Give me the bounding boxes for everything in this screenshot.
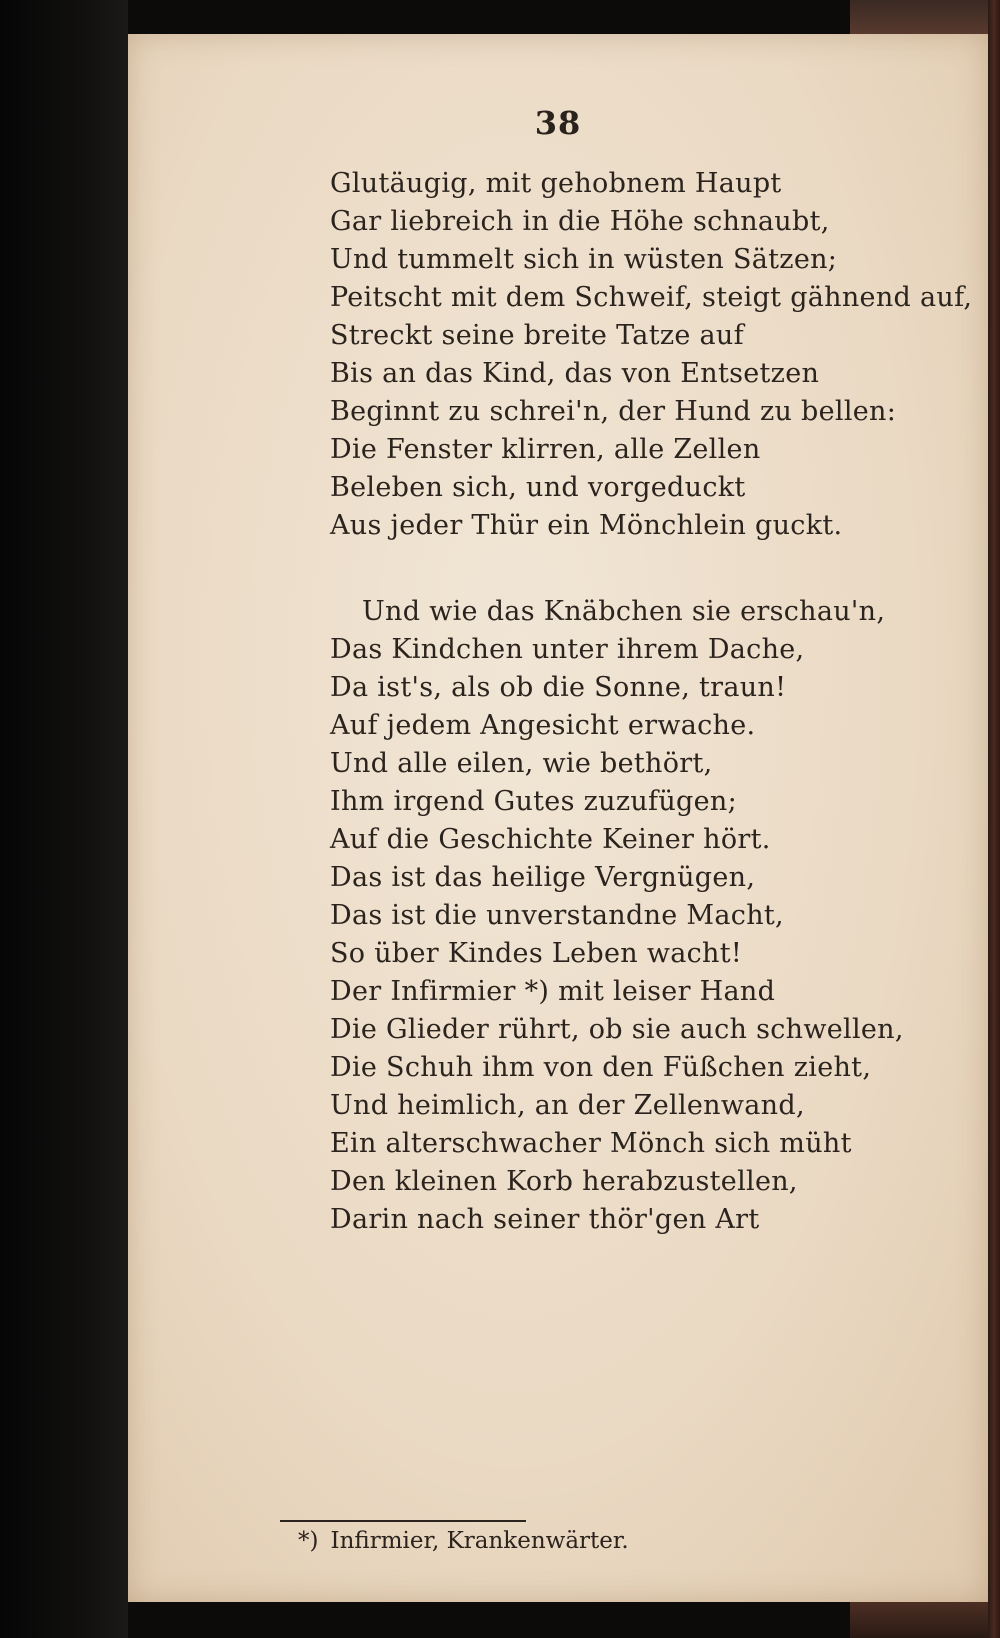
book-spine <box>988 0 1000 1638</box>
poem-line: Aus jeder Thür ein Mönchlein guckt. <box>330 510 843 541</box>
poem-line: Da ist's, als ob die Sonne, traun! <box>330 672 787 703</box>
poem-line: Und wie das Knäbchen sie erschau'n, <box>362 596 886 627</box>
poem-line: Die Glieder rührt, ob sie auch schwellen, <box>330 1014 904 1045</box>
poem-line: Ihm irgend Gutes zuzufügen; <box>330 786 737 817</box>
poem-line: Gar liebreich in die Höhe schnaubt, <box>330 206 830 237</box>
poem-line: Bis an das Kind, das von Entsetzen <box>330 358 820 389</box>
footnote-mark: *) <box>298 1528 319 1554</box>
poem-line: Die Schuh ihm von den Füßchen zieht, <box>330 1052 872 1083</box>
poem-line: Das Kindchen unter ihrem Dache, <box>330 634 805 665</box>
poem-line: Beleben sich, und vorgeduckt <box>330 472 746 503</box>
book-cover-bottom-edge <box>850 1600 1000 1638</box>
book-cover-top-edge <box>850 0 1000 36</box>
poem-line: Glutäugig, mit gehobnem Haupt <box>330 168 782 199</box>
poem-line: Beginnt zu schrei'n, der Hund zu bellen: <box>330 396 897 427</box>
poem-line: Der Infirmier *) mit leiser Hand <box>330 976 776 1007</box>
footnote-text: Infirmier, Krankenwärter. <box>330 1528 629 1554</box>
poem-line: So über Kindes Leben wacht! <box>330 938 743 969</box>
book-background-left <box>0 0 128 1638</box>
poem-line: Auf jedem Angesicht erwache. <box>330 710 756 741</box>
poem-line: Und heimlich, an der Zellenwand, <box>330 1090 805 1121</box>
poem-line: Und tummelt sich in wüsten Sätzen; <box>330 244 838 275</box>
poem-line: Ein alterschwacher Mönch sich müht <box>330 1128 852 1159</box>
poem-line: Das ist das heilige Vergnügen, <box>330 862 756 893</box>
poem-line: Das ist die unverstandne Macht, <box>330 900 784 931</box>
poem-line: Peitscht mit dem Schweif, steigt gähnend auf, <box>330 282 973 313</box>
poem-line: Streckt seine breite Tatze auf <box>330 320 744 351</box>
poem-line: Darin nach seiner thör'gen Art <box>330 1204 760 1235</box>
poem-line: Auf die Geschichte Keiner hört. <box>330 824 771 855</box>
poem-line: Die Fenster klirren, alle Zellen <box>330 434 761 465</box>
footnote-divider <box>280 1520 526 1522</box>
book-page <box>128 34 988 1602</box>
poem-line: Den kleinen Korb herabzustellen, <box>330 1166 798 1197</box>
footnote <box>298 1528 629 1554</box>
poem-line: Und alle eilen, wie bethört, <box>330 748 713 779</box>
page-number: 38 <box>534 104 582 142</box>
